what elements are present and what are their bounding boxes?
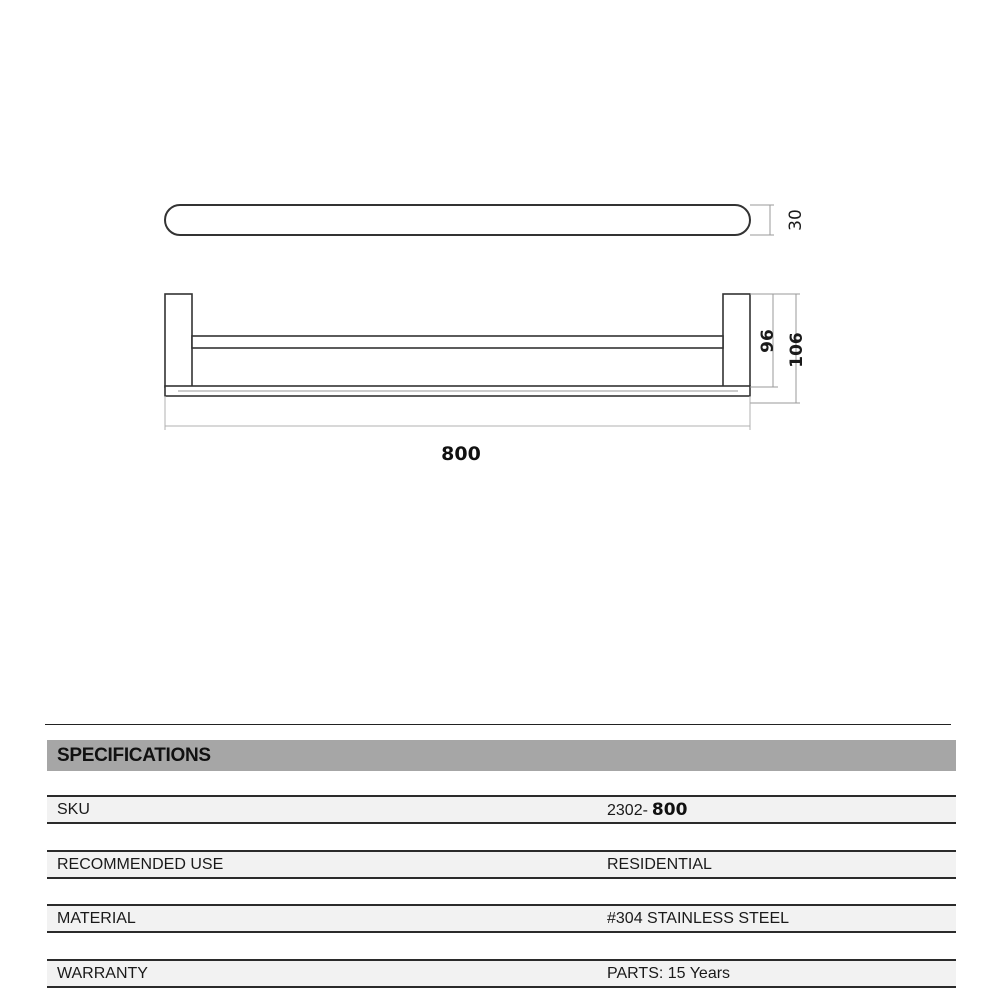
spec-value: RESIDENTIAL bbox=[607, 855, 712, 873]
spec-row-sku bbox=[47, 795, 956, 824]
spec-row-material bbox=[47, 904, 956, 933]
upper-rail bbox=[192, 336, 723, 348]
specifications-title: SPECIFICATIONS bbox=[57, 744, 211, 766]
spec-row-warranty bbox=[47, 959, 956, 988]
divider bbox=[45, 724, 951, 725]
specifications-header bbox=[47, 740, 956, 771]
top-view-bar bbox=[165, 205, 750, 235]
spec-label: WARRANTY bbox=[57, 964, 148, 982]
spec-value bbox=[607, 800, 687, 820]
depth-dimension bbox=[750, 205, 774, 235]
overall-height-label: 106 bbox=[787, 332, 807, 368]
sku-prefix: 2302- bbox=[607, 801, 648, 819]
right-bracket bbox=[723, 294, 750, 387]
depth-label: 30 bbox=[786, 209, 806, 231]
front-view bbox=[165, 294, 750, 396]
sku-suffix: 800 bbox=[651, 799, 688, 820]
spec-label: SKU bbox=[57, 800, 90, 818]
left-bracket bbox=[165, 294, 192, 387]
spec-value: PARTS: 15 Years bbox=[607, 964, 731, 982]
spec-label: MATERIAL bbox=[57, 909, 136, 927]
spec-row-recommended-use bbox=[47, 850, 956, 879]
width-label: 800 bbox=[441, 443, 481, 465]
width-dimension bbox=[165, 396, 750, 430]
bar-height-label: 96 bbox=[758, 329, 778, 353]
spec-label: RECOMMENDED USE bbox=[57, 855, 224, 873]
spec-value: #304 STAINLESS STEEL bbox=[607, 909, 790, 927]
